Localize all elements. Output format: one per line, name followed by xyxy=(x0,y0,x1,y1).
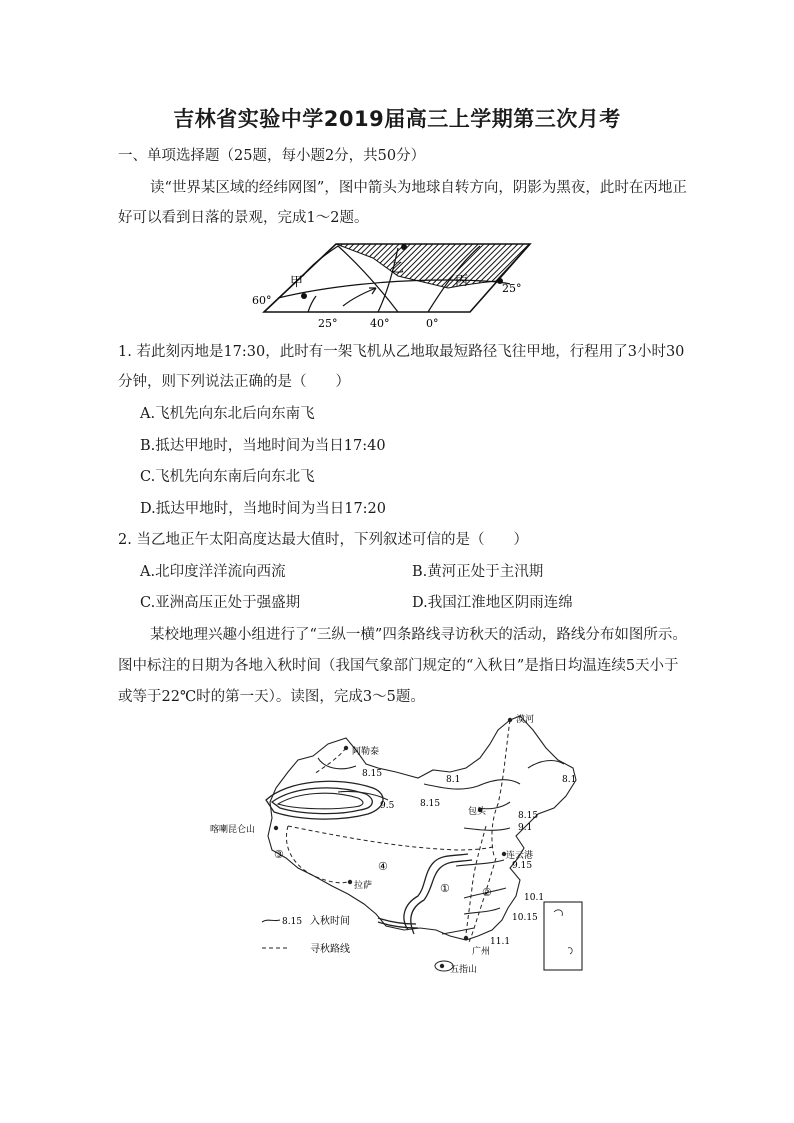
legend-route-label: 寻秋路线 xyxy=(310,944,350,955)
intro2-line1: 某校地理兴趣小组进行了“三纵一横”四条路线寻访秋天的活动，路线分布如图所示。 xyxy=(150,627,687,643)
route-label-4: ④ xyxy=(378,860,388,873)
q2-stem: 2. 当乙地正午太阳高度达最大值时，下列叙述可信的是（ ） xyxy=(118,532,528,548)
place-altay: 阿勒泰 xyxy=(352,747,380,757)
q1-option-d[interactable]: D.抵达甲地时，当地时间为当日17:20 xyxy=(140,501,387,517)
q1-option-a[interactable]: A.飞机先向东北后向东南飞 xyxy=(140,406,315,422)
route-label-3: ③ xyxy=(274,848,284,861)
intro1-line1: 读“世界某区域的经纬网图”，图中箭头为地球自转方向，阴影为黑夜，此时在丙地正 xyxy=(150,180,687,196)
route-3 xyxy=(286,826,348,883)
legend-isoline-label: 入秋时间 xyxy=(310,916,350,927)
route-4 xyxy=(288,826,496,850)
label-jia: 甲 xyxy=(290,275,304,290)
date-label: 8.15 xyxy=(420,799,441,809)
q1-stem-line1: 1. 若此刻丙地是17:30，此时有一架飞机从乙地取最短路径飞往甲地，行程用了3小时30 xyxy=(118,344,685,360)
point-jia xyxy=(301,293,307,299)
q1-stem-line2: 分钟，则下列说法正确的是（ ） xyxy=(118,374,350,390)
date-label: 9.15 xyxy=(512,861,533,871)
intro2-line3: 或等于22℃时的第一天）。读图，完成3～5题。 xyxy=(118,689,425,705)
date-label: 8.15 xyxy=(362,769,383,779)
label-lon-0: 0° xyxy=(426,317,439,330)
place-mohe: 漠河 xyxy=(516,715,535,725)
place-lhasa: 拉萨 xyxy=(354,881,373,891)
q1-option-b[interactable]: B.抵达甲地时，当地时间为当日17:40 xyxy=(140,438,386,454)
date-label: 10.1 xyxy=(524,893,545,903)
rotation-arrow xyxy=(343,288,376,306)
q2-option-d[interactable]: D.我国江淮地区阴雨连绵 xyxy=(412,595,573,611)
legend-isoline-value: 8.15 xyxy=(282,917,303,927)
label-lat-60: 60° xyxy=(252,294,272,307)
place-kashgar: 喀喇昆仑山 xyxy=(210,825,256,835)
label-bing: 丙 xyxy=(455,274,469,289)
q1-option-c[interactable]: C.飞机先向东南后向东北飞 xyxy=(140,469,315,485)
date-label: 11.1 xyxy=(490,937,511,947)
q2-option-a[interactable]: A.北印度洋洋流向西流 xyxy=(140,564,286,580)
place-wuzhishan: 五指山 xyxy=(450,965,478,975)
date-label: 8.1 xyxy=(562,775,577,785)
label-yi: 乙 xyxy=(391,261,405,276)
date-label: 9.1 xyxy=(518,823,533,833)
page-title: 吉林省实验中学2019届高三上学期第三次月考 xyxy=(173,107,621,131)
place-guangzhou: 广州 xyxy=(472,947,491,957)
south-sea-inset xyxy=(544,902,582,970)
point-yi xyxy=(401,244,407,250)
q2-option-c[interactable]: C.亚洲高压正处于强盛期 xyxy=(140,595,301,611)
route-label-1: ① xyxy=(440,882,450,895)
label-lat-25: 25° xyxy=(502,282,522,295)
route-label-2: ② xyxy=(482,886,492,899)
date-label: 8.15 xyxy=(518,811,539,821)
intro1-line2: 好可以看到日落的景观，完成1～2题。 xyxy=(118,210,369,226)
route-1 xyxy=(466,826,486,934)
place-baotou: 包头 xyxy=(468,807,487,817)
route-north xyxy=(492,720,510,856)
china-autumn-map xyxy=(210,708,598,980)
q2-option-b[interactable]: B.黄河正处于主汛期 xyxy=(412,564,544,580)
date-label: 8.1 xyxy=(446,775,461,785)
lat-lon-grid-figure xyxy=(248,236,548,336)
label-lon-25: 25° xyxy=(318,317,338,330)
date-label: 10.15 xyxy=(512,913,538,923)
route-2 xyxy=(468,858,496,944)
date-label: 9.5 xyxy=(380,801,395,811)
section-heading: 一、单项选择题（25题，每小题2分，共50分） xyxy=(118,148,426,164)
intro2-line2: 图中标注的日期为各地入秋时间（我国气象部门规定的“入秋日”是指日均温连续5天小于 xyxy=(118,658,679,674)
label-lon-40: 40° xyxy=(370,317,390,330)
place-lianyungang: 连云港 xyxy=(506,851,534,861)
